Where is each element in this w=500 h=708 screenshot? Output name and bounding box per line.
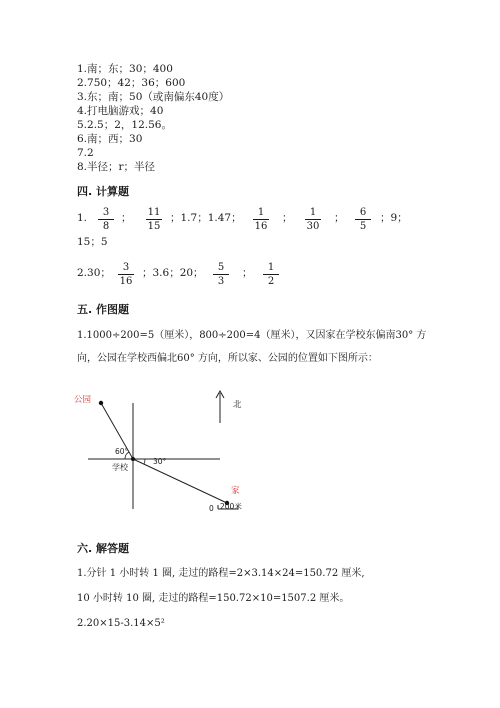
fraction-bar xyxy=(213,274,229,275)
fraction xyxy=(261,262,281,287)
fraction xyxy=(251,207,271,232)
fraction-numerator: 5 xyxy=(217,262,225,273)
fraction-denominator: 16 xyxy=(254,221,268,232)
fraction-bar xyxy=(253,219,269,220)
fraction-bar xyxy=(355,219,371,220)
fraction xyxy=(303,207,323,232)
fraction-denominator: 15 xyxy=(147,221,161,232)
park-label: 公园 xyxy=(74,395,92,405)
solution-line-3: 2.20×15-3.14×5² xyxy=(77,618,165,629)
separator: ； xyxy=(242,267,253,279)
fraction-numerator: 6 xyxy=(359,207,367,218)
fraction-denominator: 8 xyxy=(102,221,110,232)
fraction-bar xyxy=(146,219,162,220)
answer-line-5: 5.2.5；2，12.56。 xyxy=(77,119,172,131)
section-title-calculation: 四. 计算题 xyxy=(77,185,130,198)
solution-line-1: 1.分针 1 小时转 1 圈, 走过的路程=2×3.14×24=150.72 厘米, xyxy=(77,568,365,579)
answer-line-2: 2.750；42；36；600 xyxy=(77,77,186,89)
fraction-numerator: 1 xyxy=(257,207,265,218)
fraction xyxy=(353,207,373,232)
school-point xyxy=(131,457,135,461)
school-label: 学校 xyxy=(112,463,128,472)
section-title-drawing: 五. 作图题 xyxy=(77,303,130,316)
answer-line-4: 4.打电脑游戏；40 xyxy=(77,105,164,117)
angle-60-label: 60° xyxy=(115,447,129,456)
fraction-numerator: 3 xyxy=(102,207,110,218)
home-label: 家 xyxy=(231,486,240,496)
separator: ； xyxy=(121,212,132,224)
separator: ； xyxy=(334,212,345,224)
fraction-denominator: 2 xyxy=(267,276,275,287)
fraction-bar xyxy=(305,219,321,220)
calc-row2-lead: 2.30； xyxy=(77,267,111,279)
fraction-denominator: 5 xyxy=(359,221,367,232)
fraction xyxy=(96,207,116,232)
north-label: 北 xyxy=(233,400,242,410)
answer-line-7: 7.2 xyxy=(77,147,94,159)
answer-line-3: 3.东；南；50（或南偏东40度） xyxy=(77,91,230,103)
drawing-explanation-line-2: 向，公园在学校西偏北60° 方向，所以家、公园的位置如下图所示： xyxy=(77,353,378,364)
calc-row1-lead: 1. xyxy=(77,212,88,224)
calc-row1-wrap: 15；5 xyxy=(77,236,108,248)
answer-line-8: 8.半径；r；半径 xyxy=(77,161,156,173)
fraction-numerator: 1 xyxy=(309,207,317,218)
fraction xyxy=(116,262,136,287)
fraction-numerator: 3 xyxy=(122,262,130,273)
fraction-denominator: 3 xyxy=(217,276,225,287)
calc-row1-mid: ；1.7；1.47； xyxy=(170,212,242,224)
fraction-denominator: 30 xyxy=(306,221,320,232)
fraction-numerator: 11 xyxy=(147,207,161,218)
fraction-bar xyxy=(263,274,279,275)
answer-line-1: 1.南；东；30；400 xyxy=(77,63,173,75)
fraction xyxy=(144,207,164,232)
fraction-bar xyxy=(98,219,114,220)
park-point xyxy=(99,401,103,405)
scale-zero-label: 0 xyxy=(209,504,214,513)
fraction xyxy=(211,262,231,287)
calc-row1-tail: ；9； xyxy=(380,212,408,224)
calc-row2-mid: ；3.6；20； xyxy=(142,267,204,279)
angle-30-arc xyxy=(144,459,145,464)
solution-line-2: 10 小时转 10 圈, 走过的路程=150.72×10=1507.2 厘米。 xyxy=(77,593,350,604)
separator: ； xyxy=(282,212,293,224)
scale-distance-label: 200米 xyxy=(220,502,242,511)
angle-30-label: 30° xyxy=(153,457,167,466)
fraction-bar xyxy=(118,274,134,275)
school-to-home-line xyxy=(133,459,227,503)
fraction-denominator: 16 xyxy=(119,276,133,287)
section-title-solutions: 六. 解答题 xyxy=(77,542,130,555)
drawing-explanation-line-1: 1.1000÷200=5（厘米），800÷200=4（厘米），又因家在学校东偏南30° 方 xyxy=(77,330,427,341)
answer-line-6: 6.南；西；30 xyxy=(77,133,143,145)
direction-diagram xyxy=(70,383,270,518)
fraction-numerator: 1 xyxy=(267,262,275,273)
